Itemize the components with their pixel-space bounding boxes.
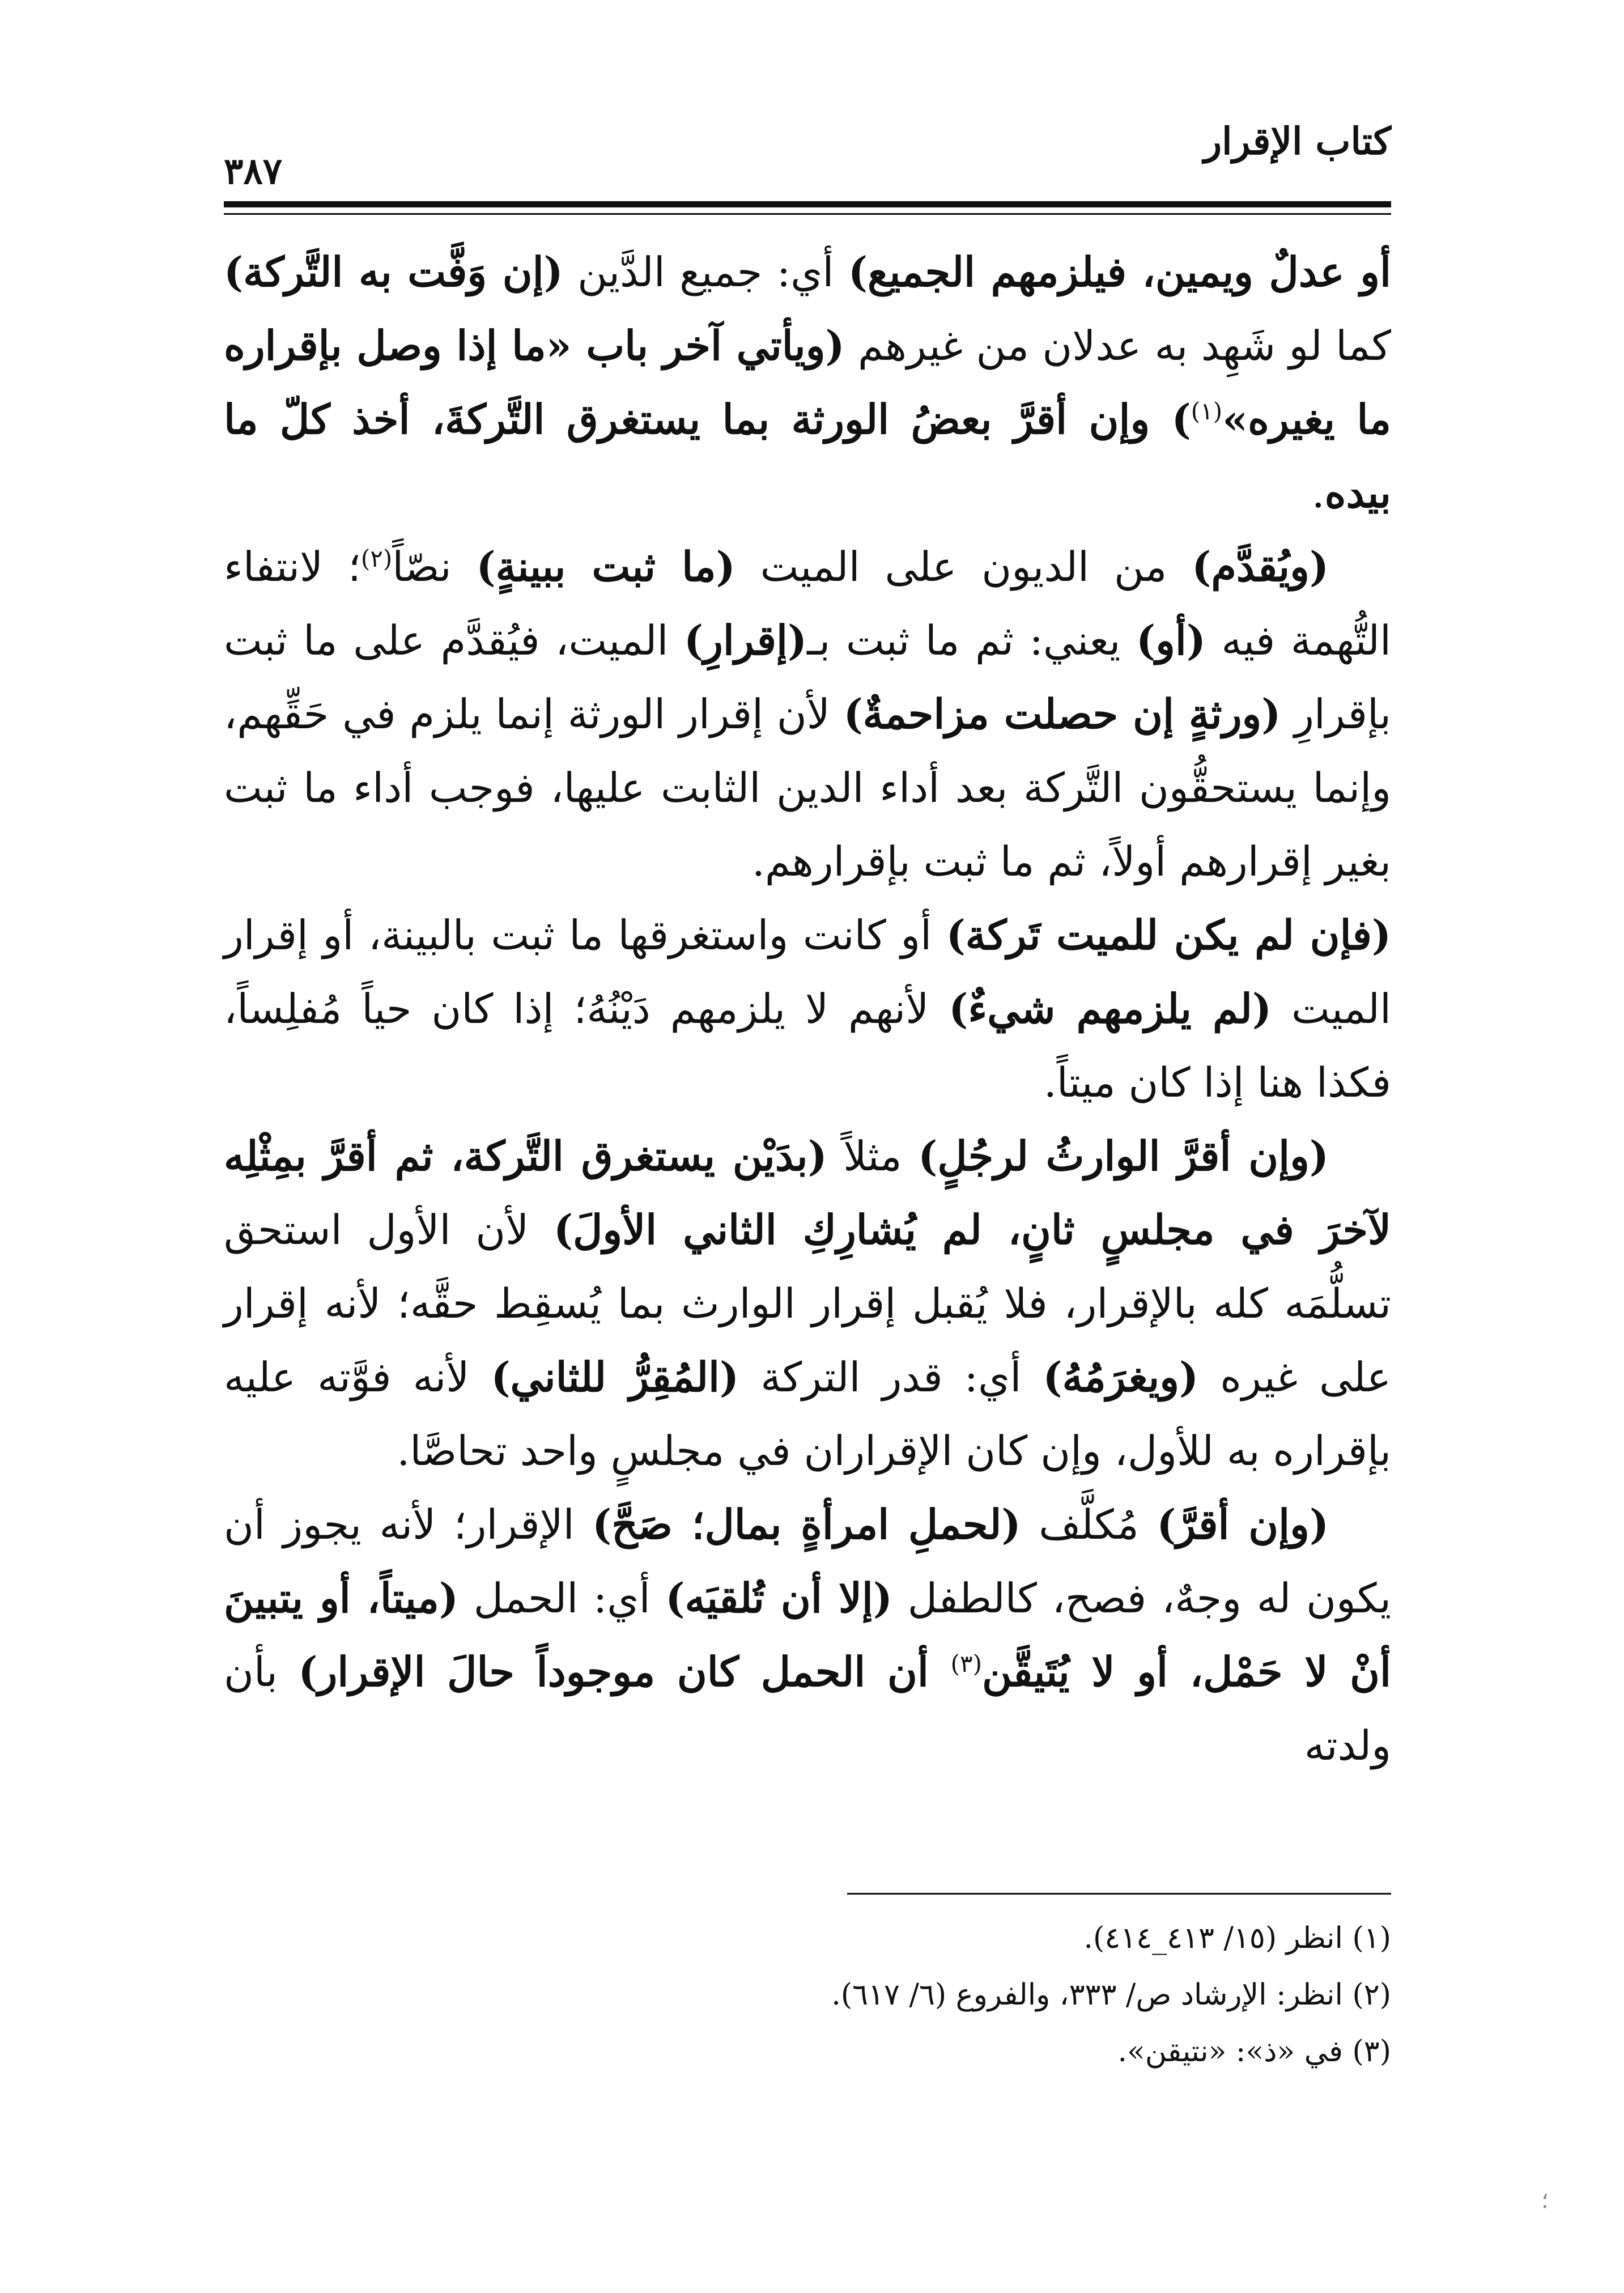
- matn-text: (ويأتي آخر باب «ما إذا وصل بإقراره ما يغيره»: [224, 321, 1391, 443]
- matn-text: (ورثةٍ إن حصلت مزاحمةٌ): [843, 690, 1281, 738]
- footnote-ref[interactable]: (٢): [360, 545, 393, 572]
- footnote: (٢) انظر: الإرشاد ص/ ٣٣٣، والفروع (٦/ ٦١٧).: [831, 1978, 1391, 2012]
- paragraph: [224, 1119, 1391, 1488]
- paragraph: [224, 235, 1391, 530]
- sharh-text: لأنهم لا يلزمهم دَيْنُهُ؛ إذا كان حياً مُفلِساً، فكذا هنا إذا كان ميتاً.: [224, 985, 1391, 1106]
- page-number: ٣٨٧: [224, 150, 283, 193]
- paragraph: [224, 1488, 1391, 1782]
- matn-text: (لحملِ امرأةٍ بمال؛ صَحَّ): [592, 1500, 1021, 1548]
- matn-text: أن الحمل كان موجوداً حالَ الإقرار): [298, 1647, 951, 1696]
- sharh-text: نصّاً: [392, 543, 477, 591]
- header-rule-thick: [224, 201, 1391, 207]
- matn-text: (أو): [1136, 616, 1206, 664]
- header-rule-thin: [224, 213, 1391, 215]
- matn-text: (لم يلزمهم شيءٌ): [949, 984, 1272, 1033]
- footnote-ref[interactable]: (١): [1191, 397, 1223, 425]
- matn-text: (فإن لم يكن للميت تَركة): [946, 911, 1392, 959]
- sharh-text: من الديون على الميت: [735, 543, 1192, 591]
- sharh-text: مُكلَّف: [1021, 1501, 1157, 1548]
- sharh-text: .: [1311, 469, 1325, 517]
- footnote-separator: [847, 1893, 1391, 1895]
- page-header: [224, 119, 1391, 198]
- paragraph: [224, 898, 1391, 1119]
- matn-text: (ويغرَمُهُ): [1043, 1353, 1199, 1401]
- book-title: كتاب الإقرار: [1204, 119, 1391, 163]
- matn-text: (ما ثبت ببينةٍ): [476, 542, 736, 591]
- footnotes: [371, 1910, 1391, 2080]
- sharh-text: مثلاً: [827, 1132, 919, 1180]
- sharh-text: أو كانت واستغرقها ما ثبت بالبينة، أو إقرار الميت: [224, 911, 1392, 1033]
- sharh-text: كما لو شَهِد به عدلان من غيرهم: [844, 322, 1391, 370]
- matn-text: (وإن أقرَّ): [1157, 1500, 1329, 1548]
- matn-text: (بدَيْن يستغرق التَّركة، ثم أقرَّ بمِثْلِه لآخرَ في مجلسٍ ثانٍ، لم يُشارِكِ الثاني الأولَ): [224, 1132, 1392, 1254]
- matn-text: (إقرارِ): [684, 616, 807, 664]
- sharh-text: أي: الحمل: [458, 1574, 666, 1622]
- sharh-text: لأنه فوَّته عليه بإقراره به للأول، وإن كان الإقراران في مجلسٍ واحد تحاصَّا.: [224, 1353, 1391, 1475]
- matn-text: (إن وَفَّت به التَّركة): [224, 248, 563, 296]
- sharh-text: بأن ولدته: [224, 1648, 1391, 1769]
- matn-text: (ميتاً، أو يتبينَ أنْ لا حَمْل، أو لا يُتَيقَّن: [224, 1574, 1392, 1696]
- sharh-text: أي: جميع الدَّين: [563, 248, 848, 296]
- matn-text: (إلا أن تُلقيَه): [665, 1574, 892, 1622]
- footnote: (١) انظر (١٥/ ٤١٣_٤١٤).: [1083, 1921, 1391, 1955]
- footnote: (٣) في «ذ»: «نتيقن».: [1117, 2035, 1391, 2069]
- sharh-text: لأن إقرار الورثة إنما يلزم في حَقِّهم، وإنما يستحقُّون التَّركة بعد أداء الدين الثابت عليها، فوجب أداء ما ثبت بغير إقرارهم أولاً، ثم ما ثبت بإقرارهم.: [224, 690, 1391, 885]
- sharh-text: يعني: ثم ما ثبت بـ: [807, 617, 1137, 664]
- sharh-text: الميت، فيُقدَّم على ما ثبت بإقرارِ: [224, 617, 1392, 738]
- matn-text: (المُقِرُّ للثاني): [491, 1353, 739, 1401]
- body-text: [224, 235, 1391, 1782]
- sharh-text: ؛ لانتفاء التُّهمة فيه: [224, 543, 1391, 664]
- matn-text: (ويُقدَّم): [1192, 542, 1329, 591]
- matn-text: أو عدلٌ ويمين، فيلزمهم الجميع): [848, 248, 1391, 296]
- sharh-text: الإقرار؛ لأنه يجوز أن يكون له وجهٌ، فصح، كالطفل: [224, 1501, 1391, 1622]
- matn-text: (وإن أقرَّ الوارثُ لرجُلٍ): [918, 1132, 1329, 1180]
- footnote-ref[interactable]: (٣): [950, 1650, 982, 1678]
- sharh-text: أي: قدر التركة: [739, 1353, 1043, 1401]
- sharh-text: لأن الأول استحق تسلُّمَه كله بالإقرار، فلا يُقبل إقرار الوارث بما يُسقِط حقَّه؛ لأنه إقرار على غيره: [224, 1206, 1391, 1401]
- paragraph: [224, 530, 1391, 898]
- margin-mark: ؛: [1541, 2188, 1549, 2214]
- matn-text: ) وإن أقرَّ بعضُ الورثة بما يستغرق التَّركةَ، أخذ كلّ ما بيده: [224, 395, 1391, 517]
